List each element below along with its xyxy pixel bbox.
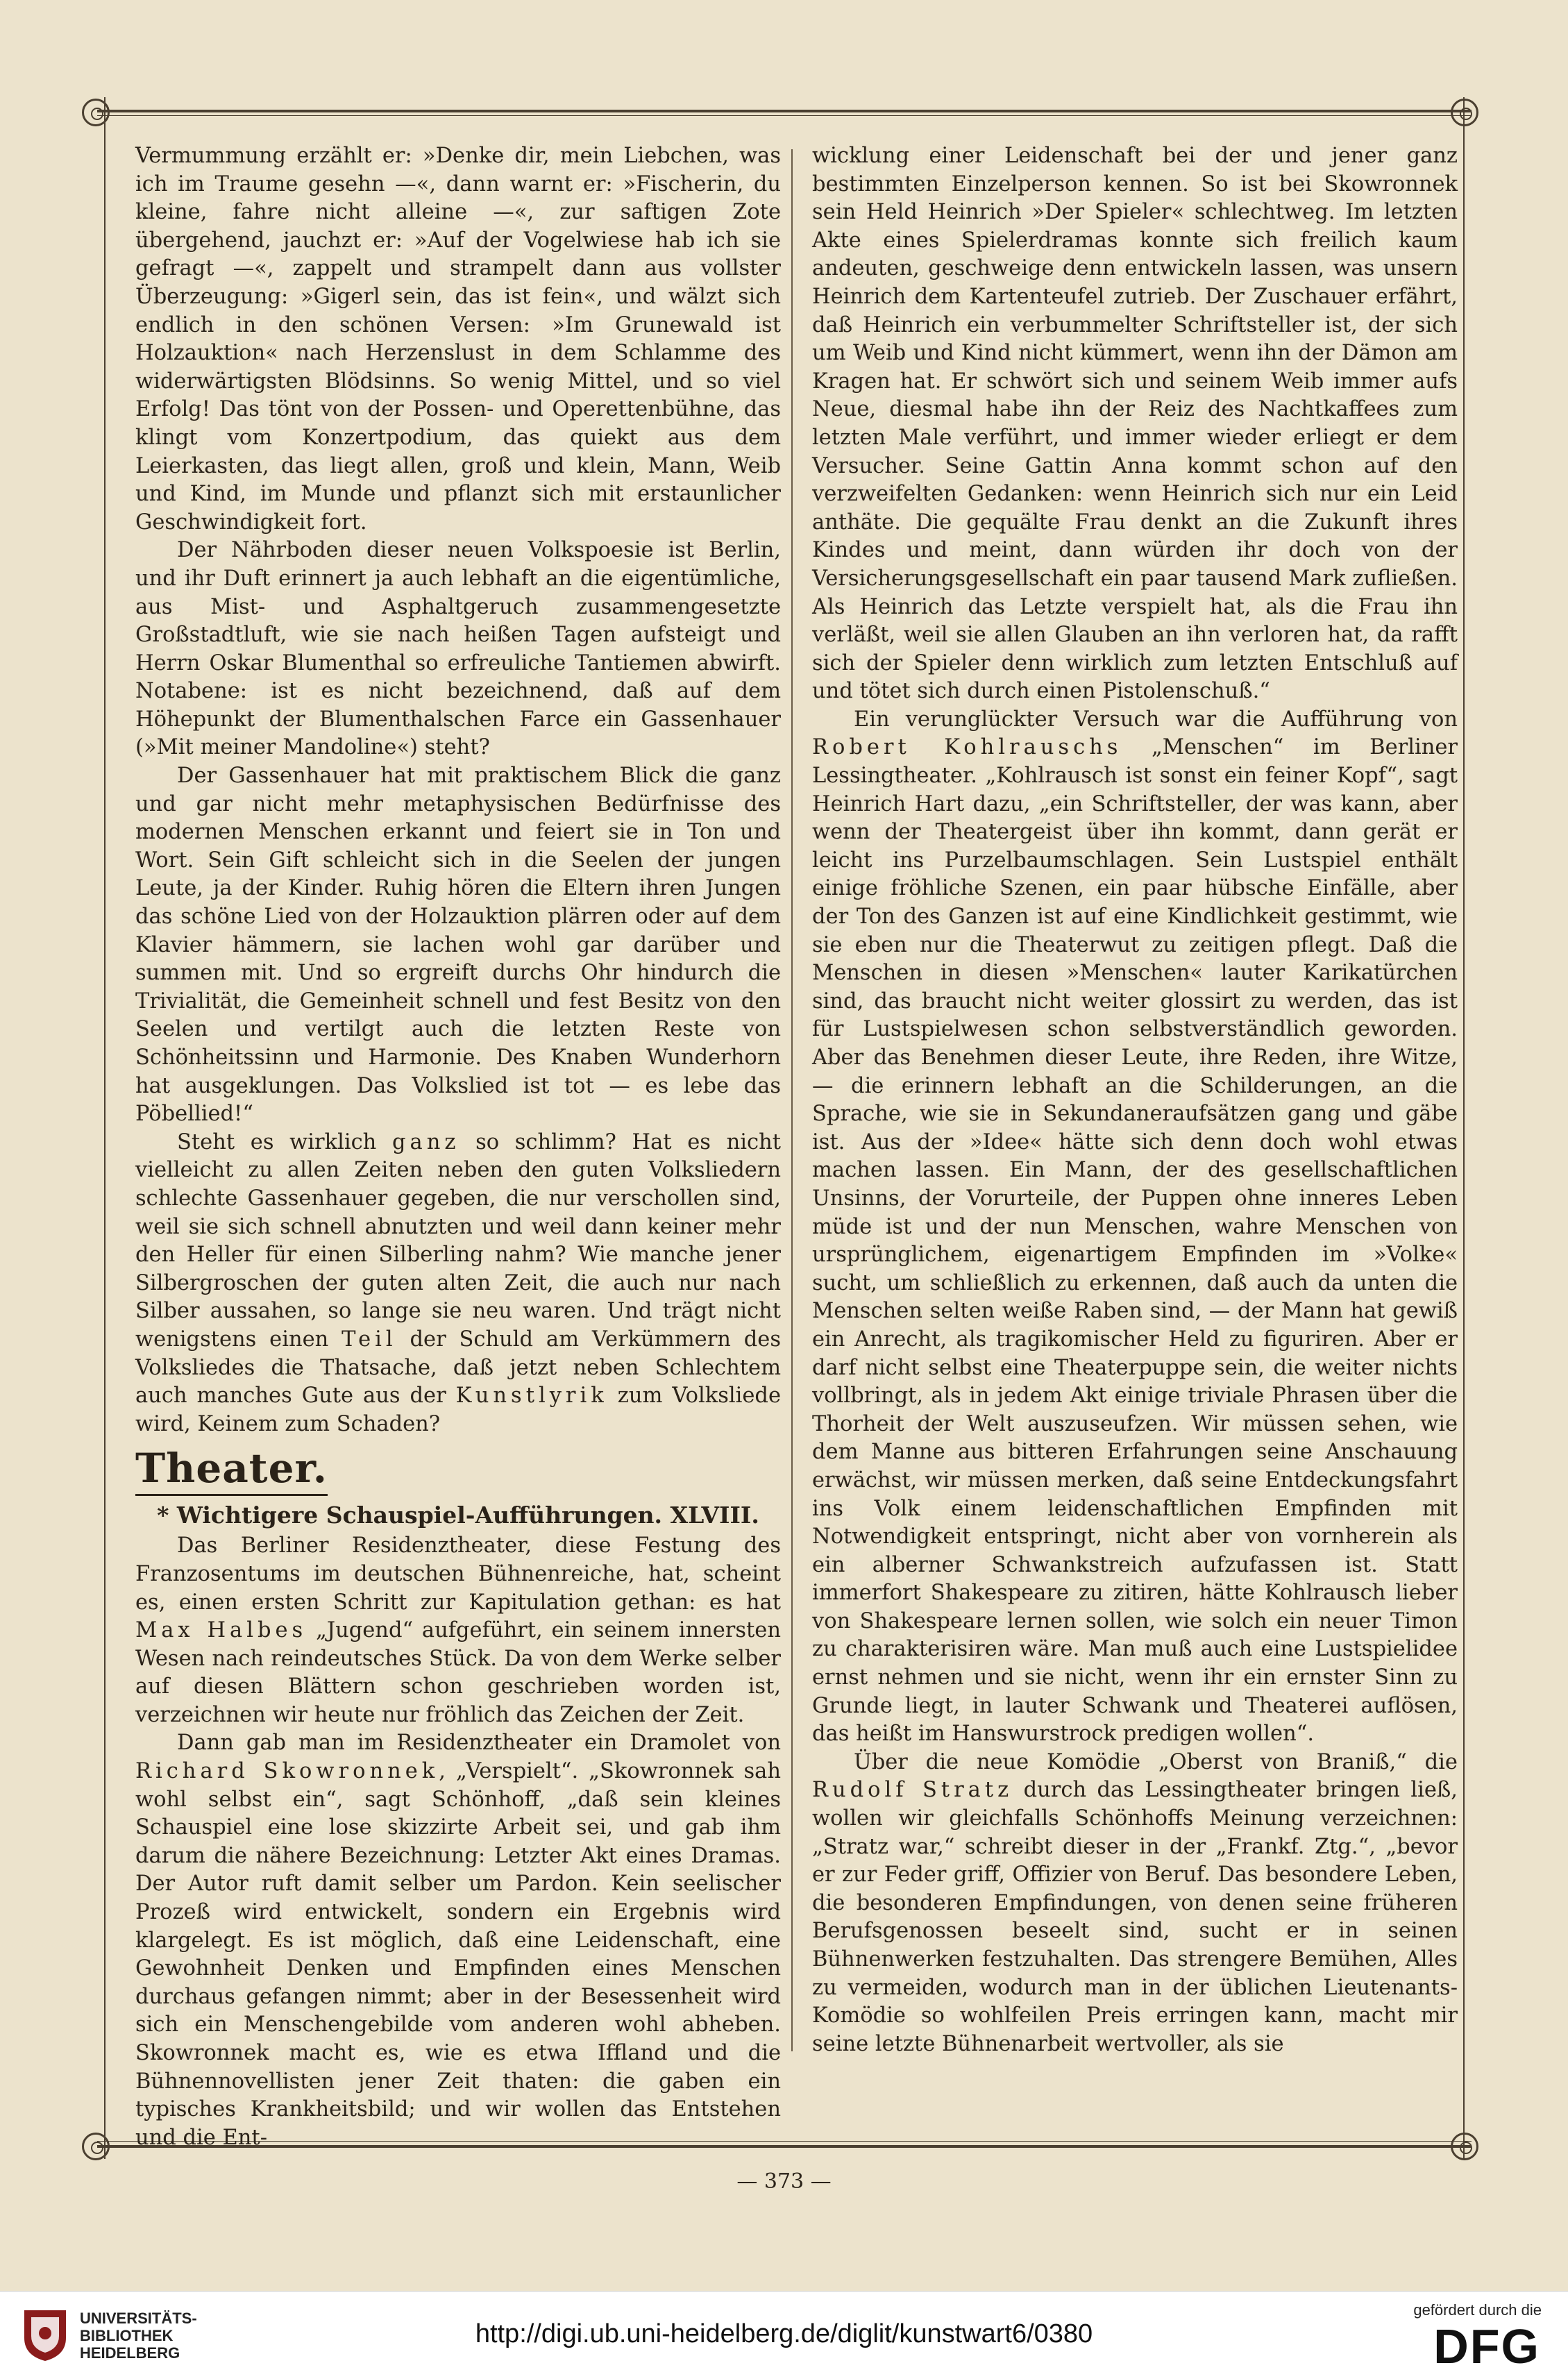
emphasis-spaced: Robert Kohlrauschs [812, 735, 1122, 760]
text-run: Ein verunglückter Versuch war die Aufführung von [854, 707, 1458, 732]
corner-ornament-icon [82, 99, 110, 126]
text-run: Dann gab man im Residenztheater ein Dramolet von [177, 1731, 781, 1756]
page-number: — 373 — [736, 2169, 832, 2194]
paragraph [812, 1749, 1458, 2059]
dfg-logo: DFG [1433, 2319, 1540, 2373]
text-run: der Schuld am Verkümmern des Volksliedes die Thatsache, daß jetzt neben Schlechtem auch manches Gute aus der [135, 1327, 781, 1409]
text-run: Über die neue Komödie „Oberst von Braniß,“ die [854, 1749, 1458, 1774]
text-run: zum Volksliede wird, Keinem zum Schaden? [135, 1384, 781, 1436]
text-run: Steht es wirklich [177, 1129, 392, 1154]
institution-line: UNIVERSITÄTS- [80, 2310, 197, 2327]
footer-bar [0, 2291, 1568, 2379]
paragraph [135, 1129, 781, 1439]
right-column [812, 142, 1458, 2058]
text-run: so schlimm? Hat es nicht vielleicht zu allen Zeiten neben den guten Volksliedern schlechte Gassenhauer gegeben, die nur verschollen sind, weil sie sich schnell abnutzten und weil dann keiner mehr den Heller für einen Silberling nahm? Wie manche jener Silbergroschen der guten alten Zeit, die auch nur nach Silber aussahen, so lange sie neu waren. Und trägt nicht wenigstens einen [135, 1129, 781, 1352]
paragraph: Der Gassenhauer hat mit praktischem Blick die ganz und gar nicht mehr metaphysischen Bedürfnisse des modernen Menschen erkannt und feiert sie in Ton und Wort. Sein Gift schleicht sich in die Seelen der jungen Leute, ja der Kinder. Ruhig hören die Eltern ihren Jungen das schöne Lied von der Holzauktion plärren oder auf dem Klavier hämmern, sie lachen wohl gar darüber und summen mit. Und so ergreift durchs Ohr hindurch die Trivialität, die Gemeinheit schnell und fest Besitz von den Seelen und vertilgt auch die letzten Reste von Schönheitssinn und Harmonie. Des Knaben Wunderhorn hat ausgeklungen. Das Volkslied ist tot — es lebe das Pöbellied!“ [135, 764, 781, 1127]
paragraph: Vermummung erzählt er: »Denke dir, mein Liebchen, was ich im Traume gesehn —«, dann warnt er: »Fischerin, du kleine, fahre nicht alleine —«, zur saftigen Zote übergehend, jauchzt er: »Auf der Vogelwiese hab ich sie gefragt —«, zappelt und strampelt dann aus vollster Überzeugung: »Gigerl sein, das ist fein«, und wälzt sich endlich in den schönen Versen: »Im Grunewald ist Holzauktion« nach Herzenslust in dem Schlamme des widerwärtigsten Blödsinns. So wenig Mittel, und so viel Erfolg! Das tönt von der Possen- und Operettenbühne, das klingt vom Konzertpodium, das quiekt aus dem Leierkasten, das liegt allen, groß und klein, Mann, Weib und Kind, im Munde und pflanzt sich mit erstaunlicher Geschwindigkeit fort. [135, 144, 781, 535]
text-run: , „Verspielt“. „Skowronnek sah wohl selbst ein“, sagt Schönhoff, „daß sein kleines Schauspiel eine lose skizzirte Arbeit sei, und gab ihm darum die nähere Bezeichnung: Letzter Akt eines Dramas. Der Autor ruft damit selber um Pardon. Kein seelischer Prozeß wird entwickelt, sondern ein Ergebnis wird klargelegt. Es ist möglich, daß eine Leidenschaft, eine Gewohnheit Denken und Empfinden eines Menschen durchaus gefangen nimmt; aber in der Besessenheit wird sich ein Menschengebilde vom anderen wohl abheben. Skowronnek macht es, wie es etwa Iffland und die Bühnennovellisten jener Zeit thaten: die gaben ein typisches Krankheitsbild; und wir wollen das Entstehen und die Ent- [135, 1759, 781, 2150]
emphasis-spaced: ganz [391, 1129, 460, 1154]
funding-label: gefördert durch die [1413, 2301, 1542, 2319]
source-url-link[interactable]: http://digi.ub.uni-heidelberg.de/diglit/kunstwart6/0380 [475, 2319, 1093, 2348]
text-run: durch das Lessingtheater bringen ließ, wollen wir gleichfalls Schönhoffs Meinung verzeichnen: „Stratz war,“ schreibt dieser in der „Frankf. Ztg.“, „bevor er zur Feder griff, Offizier von Beruf. Das besondere Leben, die besonderen Empfindungen, von denen seine früheren Berufsgenossen beseelt sind, sucht er in seinen Bühnenwerken festzuhalten. Das strengere Bemühen, Alles zu vermeiden, wodurch man in der üblichen Lieutenants-Komödie so wohlfeilen Preis erringen kann, macht mir seine letzte Bühnenarbeit wertvoller, als sie [812, 1778, 1458, 2056]
emphasis-spaced: Rudolf Stratz [812, 1778, 1013, 1803]
institution-line: BIBLIOTHEK [80, 2327, 174, 2344]
emphasis-spaced: Teil [342, 1327, 397, 1352]
emphasis-spaced: Max Halbes [135, 1618, 307, 1643]
paragraph [135, 1729, 781, 2152]
institution-line: HEIDELBERG [80, 2344, 180, 2362]
column-divider [791, 149, 793, 2051]
left-rule [104, 97, 106, 2159]
text-run: „Jugend“ aufgeführt, ein seinem innersten Wesen nach reindeutsches Stück. Da von dem Werke selber auf diesen Blättern schon geschrieben worden ist, verzeichnen wir heute nur fröhlich das Zeichen der Zeit. [135, 1618, 781, 1727]
corner-ornament-icon [82, 2133, 110, 2160]
paragraph [812, 706, 1458, 1749]
emphasis-spaced: Kunstlyrik [455, 1384, 608, 1409]
right-rule [1463, 97, 1465, 2159]
text-run: Das Berliner Residenztheater, diese Festung des Franzosentums im deutschen Bühnenreiche, hat, scheint es, einen ersten Schritt zur Kapitulation gethan: es hat [135, 1533, 781, 1615]
paragraph [135, 1532, 781, 1729]
text-run: „Menschen“ im Berliner Lessingtheater. „Kohlrausch ist sonst ein feiner Kopf“, sagt Heinrich Hart dazu, „ein Schriftsteller, der was kann, aber wenn der Theatergeist über ihn kommt, dann gerät er leicht ins Purzelbaumschlagen. Sein Lustspiel enthält einige fröhliche Szenen, ein paar hübsche Einfälle, aber der Ton des Ganzen ist auf eine Kindlichkeit gestimmt, wie sie eben nur die Theaterwut zu zeitigen pflegt. Daß die Menschen in diesen »Menschen« lauter Karikatürchen sind, das braucht nicht weiter glossirt zu werden, das ist für Lustspielwesen schon selbstverständlich geworden. Aber das Benehmen dieser Leute, ihre Reden, ihre Witze, — die erinnern lebhaft an die Schilderungen, an die Sprache, wie sie in Sekundaneraufsätzen gang und gäbe ist. Aus der »Idee« hätte sich denn doch wohl etwas machen lassen. Ein Mann, der des gesellschaftlichen Unsinns, der Vorurteile, der Puppen ohne inneres Leben müde ist und der nun Menschen, wahre Menschen von ursprünglichem, eigenartigem Empfinden im »Volke« sucht, um schließlich zu erkennen, daß auch da unten die Menschen selten weiße Raben sind, — der Mann hat gewiß ein Anrecht, als tragikomischer Held zu figuriren. Aber er darf nicht selbst eine Theaterpuppe sein, die weiter nichts vollbringt, als in jedem Akt einige triviale Phrasen über die Thorheit der Welt auszuseufzen. Wir müssen sehen, wie dem Manne aus bitteren Erfahrungen seine Anschauung erwächst, wir müssen merken, daß seine Entdeckungsfahrt ins Volk einem leidenschaftlichen Empfinden mit Notwendigkeit entspringt, nicht aber von vornherein als ein alberner Schwankstreich aufzufassen ist. Statt immerfort Shakespeare zu zitiren, hätte Kohlrausch lieber von Shakespeare lernen sollen, wie solch ein neuer Timon zu charakterisiren wäre. Man muß auch eine Lustspielidee ernst nehmen und sie nicht, wenn ihr ein ernster Sinn zu Grunde liegt, in lauter Schwank und Theaterei auflösen, das heißt im Hanswurstrock predigen wollen“. [812, 735, 1458, 1747]
paragraph: Der Nährboden dieser neuen Volkspoesie ist Berlin, und ihr Duft erinnert ja auch lebhaft an die eigentümliche, aus Mist- und Asphaltgeruch zusammengesetzte Großstadtluft, wie sie nach heißen Tagen aufsteigt und Herrn Oskar Blumenthal so erfreuliche Tantiemen abwirft. Notabene: ist es nicht bezeichnend, daß auf dem Höhepunkt der Blumenthalschen Farce ein Gassenhauer (»Mit meiner Mandoline«) steht? [135, 538, 781, 760]
emphasis-spaced: Richard Skowronnek [135, 1759, 439, 1784]
top-rule-thin [97, 115, 1472, 116]
corner-ornament-icon [1451, 99, 1478, 126]
sub-heading: * Wichtigere Schauspiel-Aufführungen. XLVIII. [157, 1502, 759, 1529]
top-rule [97, 110, 1472, 112]
left-column [135, 142, 781, 2152]
corner-ornament-icon [1451, 2133, 1478, 2160]
paragraph: wicklung einer Leidenschaft bei der und jener ganz bestimmten Einzelperson kennen. So ist bei Skowronnek sein Held Heinrich »Der Spieler« schlechtweg. Im letzten Akte eines Spielerdramas konnte sich freilich kaum andeuten, geschweige denn entwickeln lassen, was unsern Heinrich dem Kartenteufel zutrieb. Der Zuschauer erfährt, daß Heinrich ein verbummelter Schriftsteller ist, der sich um Weib und Kind nicht kümmert, wenn ihn der Dämon am Kragen hat. Er schwört sich und seinem Weib immer aufs Neue, diesmal habe ihn der Reiz des Nachtkaffees zum letzten Male verführt, und immer wieder erliegt er dem Versucher. Seine Gattin Anna kommt schon auf den verzweifelten Gedanken: wenn Heinrich sich nur ein Leid anthäte. Die gequälte Frau denkt an die Zukunft ihres Kindes und meint, dann würden ihr doch von der Versicherungsgesellschaft ein paar tausend Mark zufließen. Als Heinrich das Letzte verspielt hat, als die Frau ihn verläßt, weil sie allen Glauben an ihn verloren hat, da rafft sich der Spieler denn wirklich zum letzten Entschluß auf und tötet sich durch einen Pistolenschuß.“ [812, 144, 1458, 704]
section-heading: Theater. [135, 1444, 328, 1496]
